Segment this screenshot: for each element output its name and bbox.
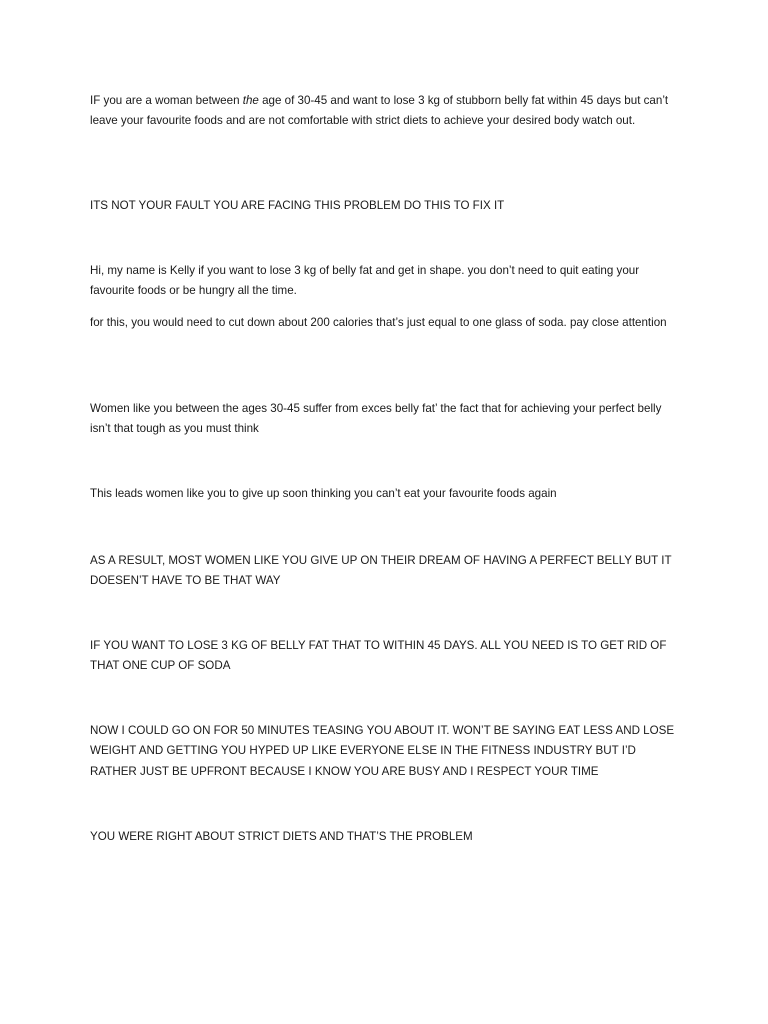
paragraph-intro-pre: IF you are a woman between bbox=[90, 94, 243, 107]
paragraph-intro bbox=[90, 91, 682, 132]
paragraph-strict-diets: YOU WERE RIGHT ABOUT STRICT DIETS AND THAT’S THE PROBLEM bbox=[90, 830, 473, 843]
paragraph-intro-post: age of 30-45 and want to lose 3 kg of stubborn belly fat within 45 days but can’t leave your favourite foods and are not comfortable with strict diets to achieve your desired body watch out. bbox=[90, 94, 669, 128]
paragraph-as-a-result: AS A RESULT, MOST WOMEN LIKE YOU GIVE UP ON THEIR DREAM OF HAVING A PERFECT BELLY BUT IT DOESEN’T HAVE TO BE THAT WAY bbox=[90, 554, 672, 588]
paragraph-calories: for this, you would need to cut down about 200 calories that’s just equal to one glass of soda. pay close attention bbox=[90, 316, 667, 329]
paragraph-give-up: This leads women like you to give up soon thinking you can’t eat your favourite foods again bbox=[90, 487, 557, 500]
paragraph-soda: IF YOU WANT TO LOSE 3 KG OF BELLY FAT THAT TO WITHIN 45 DAYS. ALL YOU NEED IS TO GET RID OF THAT ONE CUP OF SODA bbox=[90, 639, 667, 673]
paragraph-kelly-intro: Hi, my name is Kelly if you want to lose 3 kg of belly fat and get in shape. you don’t need to quit eating your favourite foods or be hungry all the time. bbox=[90, 264, 640, 298]
paragraph-women-like-you: Women like you between the ages 30-45 suffer from exces belly fat’ the fact that for achieving your perfect belly isn’t that tough as you must think bbox=[90, 402, 662, 436]
paragraph-intro-italic: the bbox=[242, 94, 259, 107]
paragraph-fifty-minutes: NOW I COULD GO ON FOR 50 MINUTES TEASING YOU ABOUT IT. WON’T BE SAYING EAT LESS AND LOSE WEIGHT AND GETTING YOU HYPED UP LIKE EVERYONE ELSE IN THE FITNESS INDUSTRY BUT I’D RATHER JUST BE UPFRONT BECAUSE I KNOW YOU ARE BUSY AND I RESPECT YOUR TIME bbox=[90, 724, 675, 778]
paragraph-not-your-fault: ITS NOT YOUR FAULT YOU ARE FACING THIS PROBLEM DO THIS TO FIX IT bbox=[90, 199, 505, 212]
